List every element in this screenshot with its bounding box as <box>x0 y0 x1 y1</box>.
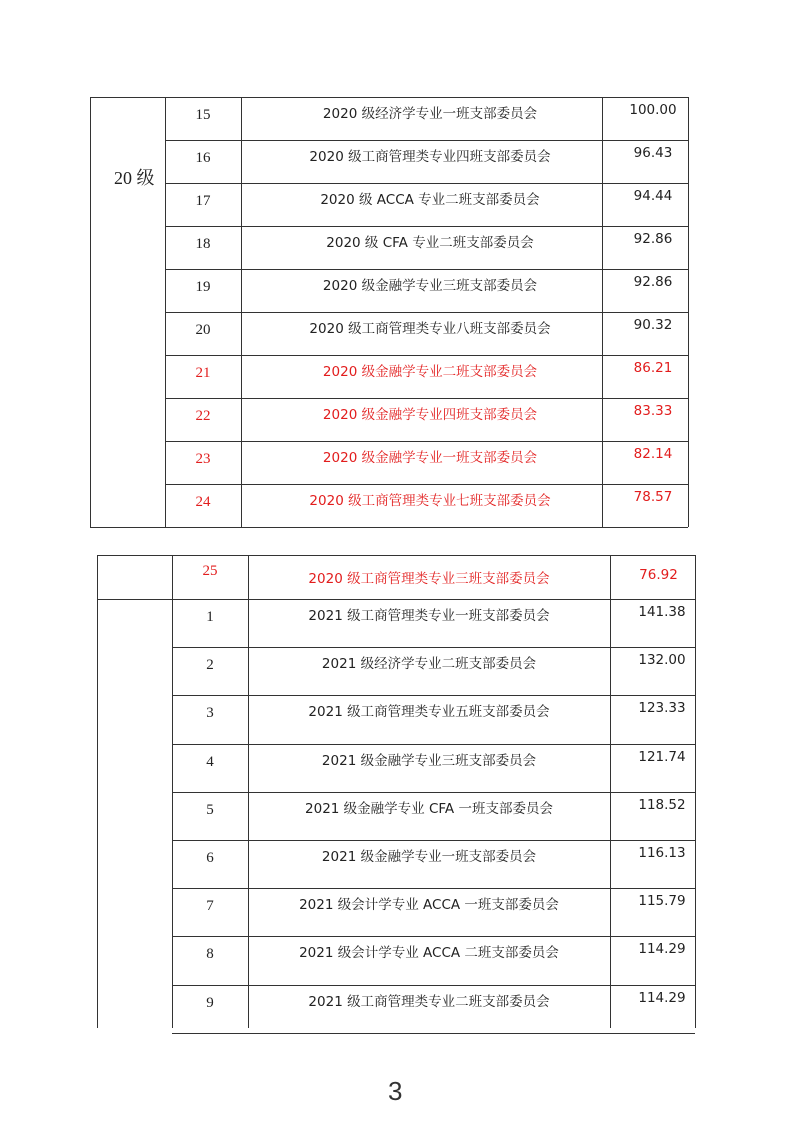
committee-name: 2021 级会计学专业 ACCA 二班支部委员会 <box>299 945 559 961</box>
score-value: 76.92 <box>639 567 678 583</box>
score-value: 121.74 <box>638 749 686 765</box>
score-value: 123.33 <box>638 700 686 716</box>
committee-name: 2020 级金融学专业二班支部委员会 <box>322 364 538 380</box>
row-number: 7 <box>206 898 214 914</box>
row-number: 5 <box>206 802 214 818</box>
table-rule <box>165 355 688 356</box>
committee-name: 2020 级金融学专业四班支部委员会 <box>322 407 538 423</box>
row-number: 2 <box>206 657 214 673</box>
score-value: 141.38 <box>638 604 686 620</box>
row-number: 18 <box>195 236 211 252</box>
committee-name: 2021 级金融学专业一班支部委员会 <box>321 849 537 865</box>
score-value: 96.43 <box>633 145 673 161</box>
table-rule <box>172 744 695 745</box>
table-rule <box>165 183 688 184</box>
score-value: 82.14 <box>633 446 673 462</box>
score-value: 92.86 <box>633 231 673 247</box>
row-number: 9 <box>206 995 214 1011</box>
committee-name: 2021 级工商管理类专业一班支部委员会 <box>308 608 550 624</box>
score-value: 118.52 <box>638 797 686 813</box>
score-value: 114.29 <box>638 990 686 1006</box>
row-number: 21 <box>195 365 211 381</box>
committee-name: 2021 级经济学专业二班支部委员会 <box>321 656 537 672</box>
table-rule <box>97 599 695 600</box>
table-rule <box>165 484 688 485</box>
table-border-left <box>97 555 98 1028</box>
score-value: 116.13 <box>638 845 686 861</box>
row-number: 15 <box>195 107 211 123</box>
table-border-left <box>90 97 91 527</box>
committee-name: 2021 级金融学专业 CFA 一班支部委员会 <box>305 801 553 817</box>
row-number: 3 <box>206 705 214 721</box>
score-value: 83.33 <box>633 403 673 419</box>
table-rule <box>172 840 695 841</box>
committee-name: 2020 级金融学专业一班支部委员会 <box>322 450 538 466</box>
score-value: 132.00 <box>638 652 686 668</box>
table-rule <box>172 647 695 648</box>
row-number: 20 <box>195 322 211 338</box>
row-number: 8 <box>206 946 214 962</box>
row-number: 1 <box>206 609 214 625</box>
table-border-top <box>97 555 695 556</box>
grade-label: 20 级 <box>114 168 155 188</box>
score-value: 94.44 <box>633 188 673 204</box>
score-value: 114.29 <box>638 941 686 957</box>
table-rule <box>90 97 688 98</box>
row-number: 6 <box>206 850 214 866</box>
table-border-right <box>688 97 689 527</box>
committee-name: 2020 级工商管理类专业三班支部委员会 <box>308 571 550 587</box>
row-number: 16 <box>195 150 211 166</box>
table-rule <box>165 312 688 313</box>
committee-name: 2020 级 CFA 专业二班支部委员会 <box>326 235 534 251</box>
table-rule <box>165 441 688 442</box>
table-border-right <box>695 555 696 1028</box>
table-rule <box>165 226 688 227</box>
score-value: 86.21 <box>633 360 673 376</box>
row-number: 17 <box>195 193 211 209</box>
committee-name: 2020 级经济学专业一班支部委员会 <box>322 106 538 122</box>
table-rule <box>172 1033 695 1034</box>
score-value: 115.79 <box>638 893 686 909</box>
committee-name: 2020 级工商管理类专业四班支部委员会 <box>309 149 551 165</box>
table-rule <box>165 398 688 399</box>
table-rule <box>165 269 688 270</box>
row-number: 22 <box>195 408 211 424</box>
row-number: 24 <box>195 494 211 510</box>
table-rule <box>172 695 695 696</box>
committee-name: 2020 级 ACCA 专业二班支部委员会 <box>320 192 540 208</box>
committee-name: 2020 级工商管理类专业八班支部委员会 <box>309 321 551 337</box>
row-number: 19 <box>195 279 211 295</box>
committee-name: 2021 级工商管理类专业二班支部委员会 <box>308 994 550 1010</box>
row-number: 25 <box>202 563 218 579</box>
table-rule <box>172 888 695 889</box>
table-rule <box>172 985 695 986</box>
row-number: 4 <box>206 754 214 770</box>
committee-name: 2020 级金融学专业三班支部委员会 <box>322 278 538 294</box>
table-rule <box>172 792 695 793</box>
page-number: 3 <box>388 1076 403 1106</box>
row-number: 23 <box>195 451 211 467</box>
table-rule <box>165 140 688 141</box>
score-value: 78.57 <box>633 489 673 505</box>
score-value: 100.00 <box>629 102 677 118</box>
committee-name: 2021 级工商管理类专业五班支部委员会 <box>308 704 550 720</box>
table-rule <box>90 527 688 528</box>
score-value: 90.32 <box>633 317 673 333</box>
table-rule <box>172 936 695 937</box>
committee-name: 2021 级金融学专业三班支部委员会 <box>321 753 537 769</box>
committee-name: 2020 级工商管理类专业七班支部委员会 <box>309 493 551 509</box>
committee-name: 2021 级会计学专业 ACCA 一班支部委员会 <box>299 897 559 913</box>
score-value: 92.86 <box>633 274 673 290</box>
